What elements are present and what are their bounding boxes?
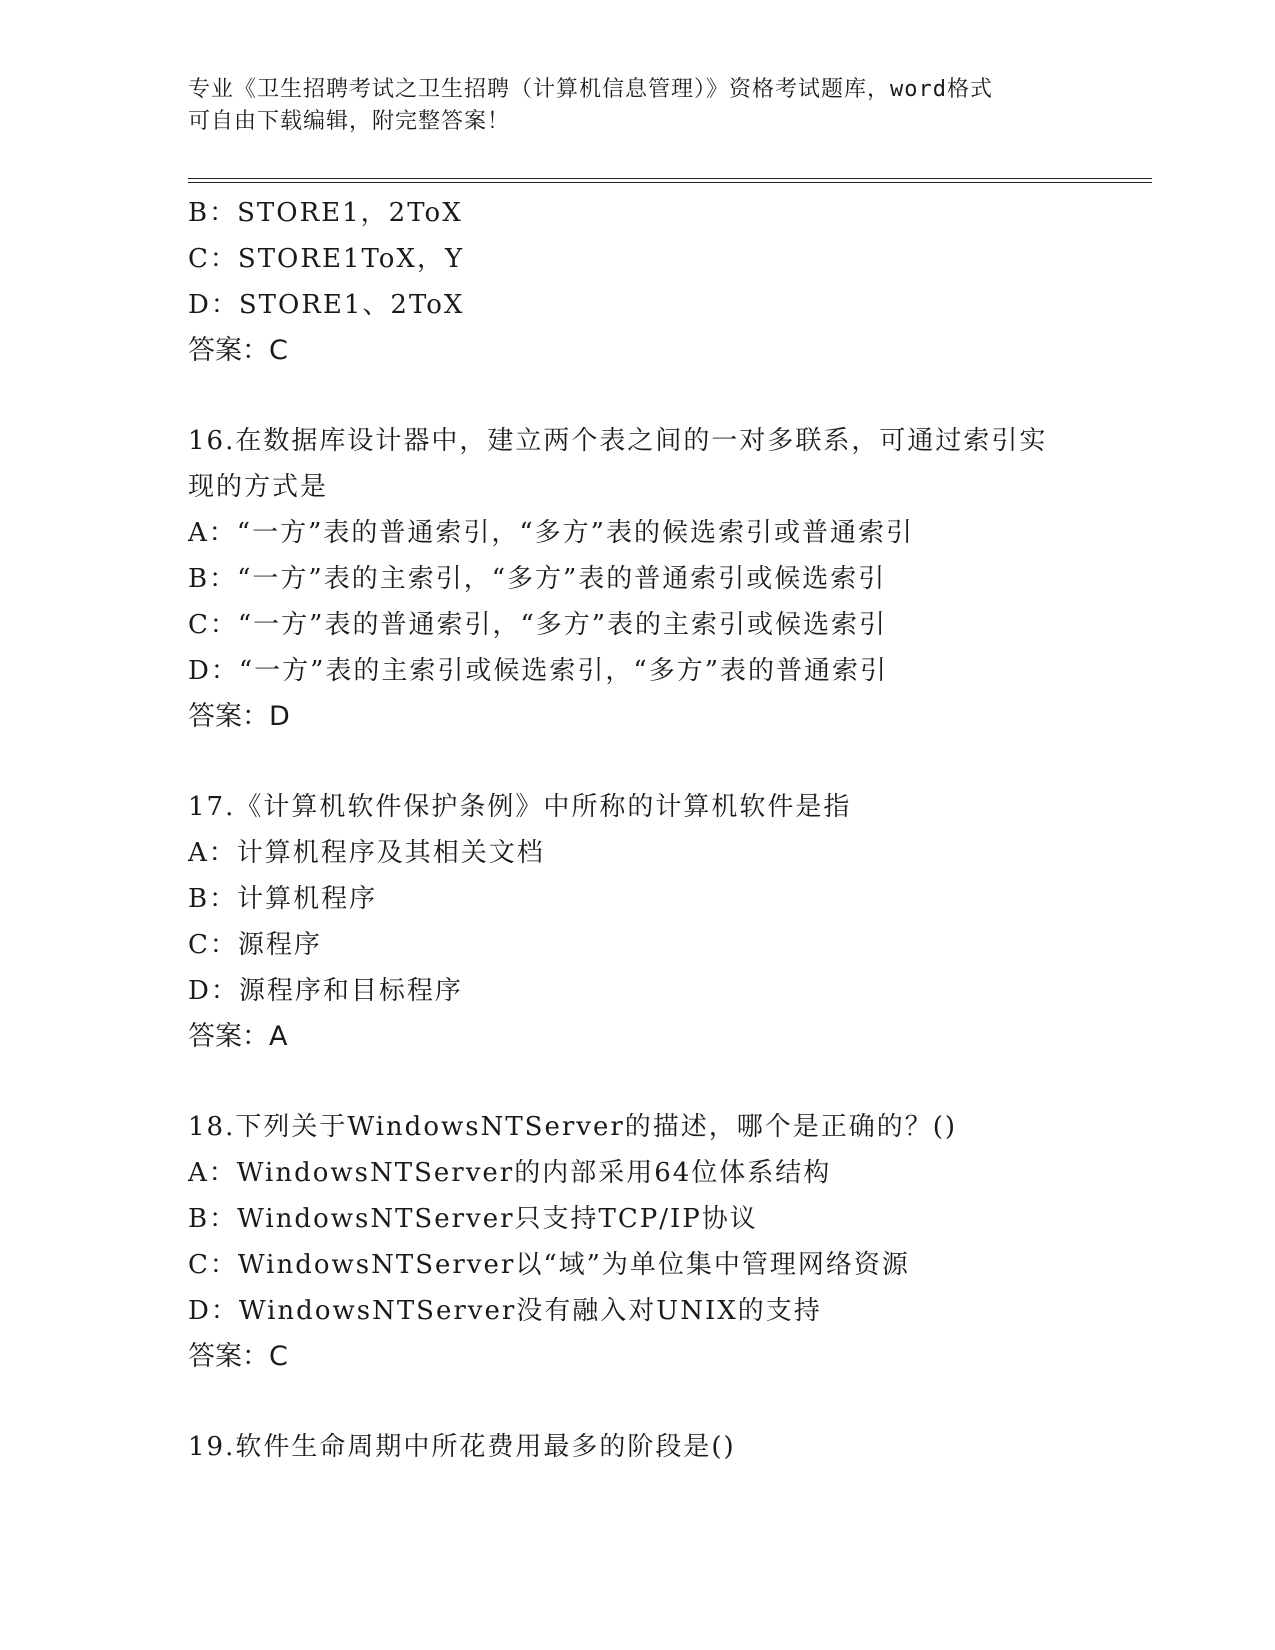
option-c: C：“一方”表的普通索引，“多方”表的主索引或候选索引 (188, 610, 888, 640)
header-divider-bottom (188, 182, 1152, 183)
question-stem: 19.软件生命周期中所花费用最多的阶段是() (188, 1432, 736, 1462)
question-stem: 18.下列关于WindowsNTServer的描述，哪个是正确的？() (188, 1112, 958, 1142)
option-a: A：计算机程序及其相关文档 (188, 838, 545, 868)
option-a: A：WindowsNTServer的内部采用64位体系结构 (188, 1158, 832, 1188)
answer-label: 答案：D (188, 701, 290, 732)
question-17 (188, 784, 1148, 1060)
question-18 (188, 1104, 1148, 1380)
answer-label: 答案：C (188, 335, 288, 366)
header-divider-top (188, 178, 1152, 179)
question-stem-continued: 现的方式是 (188, 472, 329, 502)
option-c: C：源程序 (188, 930, 322, 960)
question-15 (188, 190, 1148, 374)
option-b: B：“一方”表的主索引，“多方”表的普通索引或候选索引 (188, 564, 887, 594)
option-d: D：“一方”表的主索引或候选索引，“多方”表的普通索引 (188, 656, 889, 686)
spacer (188, 740, 1148, 784)
option-d: D：源程序和目标程序 (188, 976, 463, 1006)
option-b: B：WindowsNTServer只支持TCP/IP协议 (188, 1204, 758, 1234)
answer-label: 答案：A (188, 1021, 288, 1052)
question-16 (188, 418, 1148, 740)
spacer (188, 1380, 1148, 1424)
option-c: C：STORE1ToX，Y (188, 244, 465, 274)
option-c: C：WindowsNTServer以“域”为单位集中管理网络资源 (188, 1250, 910, 1280)
option-d: D：STORE1、2ToX (188, 290, 465, 320)
answer-label: 答案：C (188, 1341, 288, 1372)
question-stem: 16.在数据库设计器中，建立两个表之间的一对多联系，可通过索引实 (188, 426, 1048, 456)
option-b: B：计算机程序 (188, 884, 378, 914)
option-d: D：WindowsNTServer没有融入对UNIX的支持 (188, 1296, 822, 1326)
question-stem: 17.《计算机软件保护条例》中所称的计算机软件是指 (188, 792, 852, 822)
header-line-1: 专业《卫生招聘考试之卫生招聘（计算机信息管理）》资格考试题库，word格式 (188, 77, 993, 102)
option-b: B：STORE1，2ToX (188, 198, 463, 228)
spacer (188, 1060, 1148, 1104)
document-header (188, 74, 1088, 138)
spacer (188, 374, 1148, 418)
option-a: A：“一方”表的普通索引，“多方”表的候选索引或普通索引 (188, 518, 914, 548)
header-line-2: 可自由下载编辑，附完整答案！ (188, 109, 511, 134)
question-19 (188, 1424, 1148, 1470)
question-list (188, 190, 1148, 1470)
